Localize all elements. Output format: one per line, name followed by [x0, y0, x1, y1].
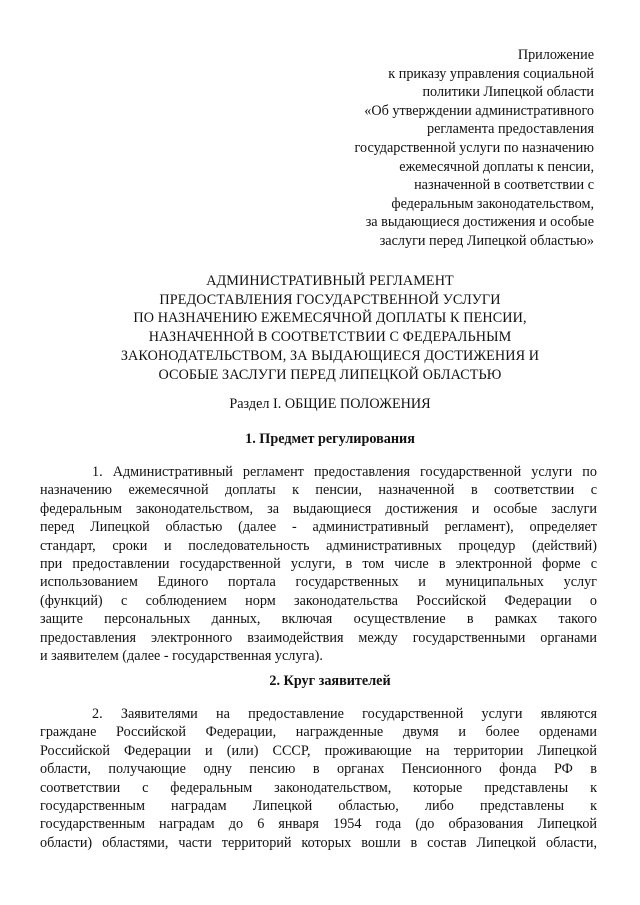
paragraph-line: соответствии с федеральным законодательством, которые представлены к [40, 779, 597, 796]
paragraph-line: (функций) с соблюдением норм законодательства Российской Федерации о [40, 592, 597, 609]
paragraph-subject [40, 463, 597, 665]
section-heading: Раздел I. ОБЩИЕ ПОЛОЖЕНИЯ [229, 396, 431, 412]
appendix-line: назначенной в соответствии с [414, 177, 594, 194]
paragraph-line: защите персональных данных, включая осуществление в рамках такого [40, 611, 597, 628]
paragraph-line: государственным наградам до 6 января 1954 года (до образования Липецкой [40, 816, 597, 833]
subsection-heading-subject: 1. Предмет регулирования [245, 431, 415, 447]
paragraph-line: государственным наградам Липецкой областью, либо представлены к [40, 797, 597, 814]
appendix-line: регламента предоставления [427, 121, 594, 138]
document-title [40, 272, 620, 384]
paragraph-line: использованием Единого портала государственных и муниципальных услуг [40, 574, 597, 591]
appendix-line: заслуги перед Липецкой областью» [379, 232, 594, 249]
subsection-heading-applicants: 2. Круг заявителей [269, 673, 391, 689]
appendix-line: ежемесячной доплаты к пенсии, [399, 158, 594, 175]
paragraph-line: граждане Российской Федерации, награжденные двумя и более орденами [40, 724, 597, 741]
appendix-block [294, 46, 594, 251]
appendix-line: политики Липецкой области [422, 84, 594, 101]
title-line: ПО НАЗНАЧЕНИЮ ЕЖЕМЕСЯЧНОЙ ДОПЛАТЫ К ПЕНСИИ, [133, 310, 527, 327]
paragraph-line: назначению ежемесячной доплаты к пенсии, назначенной в соответствии с [40, 482, 597, 499]
paragraph-line: 2. Заявителями на предоставление государственной услуги являются [92, 706, 597, 722]
appendix-line: «Об утверждении административного [364, 102, 594, 119]
paragraph-line: 1. Административный регламент предоставления государственной услуги по [92, 464, 597, 480]
appendix-line: федеральным законодательством, [391, 195, 594, 212]
paragraph-line: предоставления электронного взаимодействия между государственными органами [40, 629, 597, 646]
appendix-line: Приложение [517, 47, 594, 63]
paragraph-line: при предоставлении государственной услуги, в том числе в электронной форме с [40, 555, 597, 572]
appendix-line: за выдающиеся достижения и особые [365, 214, 594, 231]
appendix-line: к приказу управления социальной [388, 65, 594, 82]
paragraph-line: области) областями, части территорий которых вошли в состав Липецкой области, [40, 834, 597, 851]
paragraph-line: Российской Федерации и (или) СССР, проживающие на территории Липецкой [40, 742, 597, 759]
title-line: ЗАКОНОДАТЕЛЬСТВОМ, ЗА ВЫДАЮЩИЕСЯ ДОСТИЖЕНИЯ И [120, 347, 540, 364]
appendix-line: государственной услуги по назначению [354, 139, 594, 156]
title-line: НАЗНАЧЕННОЙ В СООТВЕТСТВИИ С ФЕДЕРАЛЬНЫМ [148, 329, 512, 346]
paragraph-applicants [40, 705, 597, 852]
paragraph-line: перед Липецкой областью (далее - административный регламент), определяет [40, 519, 597, 536]
title-line: ОСОБЫЕ ЗАСЛУГИ ПЕРЕД ЛИПЕЦКОЙ ОБЛАСТЬЮ [158, 366, 502, 383]
paragraph-line: области, получающие одну пенсию в органах Пенсионного фонда РФ в [40, 761, 597, 778]
paragraph-line: и заявителем (далее - государственная услуга). [40, 647, 323, 664]
paragraph-line: стандарт, сроки и последовательность административных процедур (действий) [40, 537, 597, 554]
title-line: ПРЕДОСТАВЛЕНИЯ ГОСУДАРСТВЕННОЙ УСЛУГИ [159, 291, 501, 308]
paragraph-line: федеральным законодательством, за выдающиеся достижения и особые заслуги [40, 500, 597, 517]
title-line: АДМИНИСТРАТИВНЫЙ РЕГЛАМЕНТ [206, 273, 454, 289]
